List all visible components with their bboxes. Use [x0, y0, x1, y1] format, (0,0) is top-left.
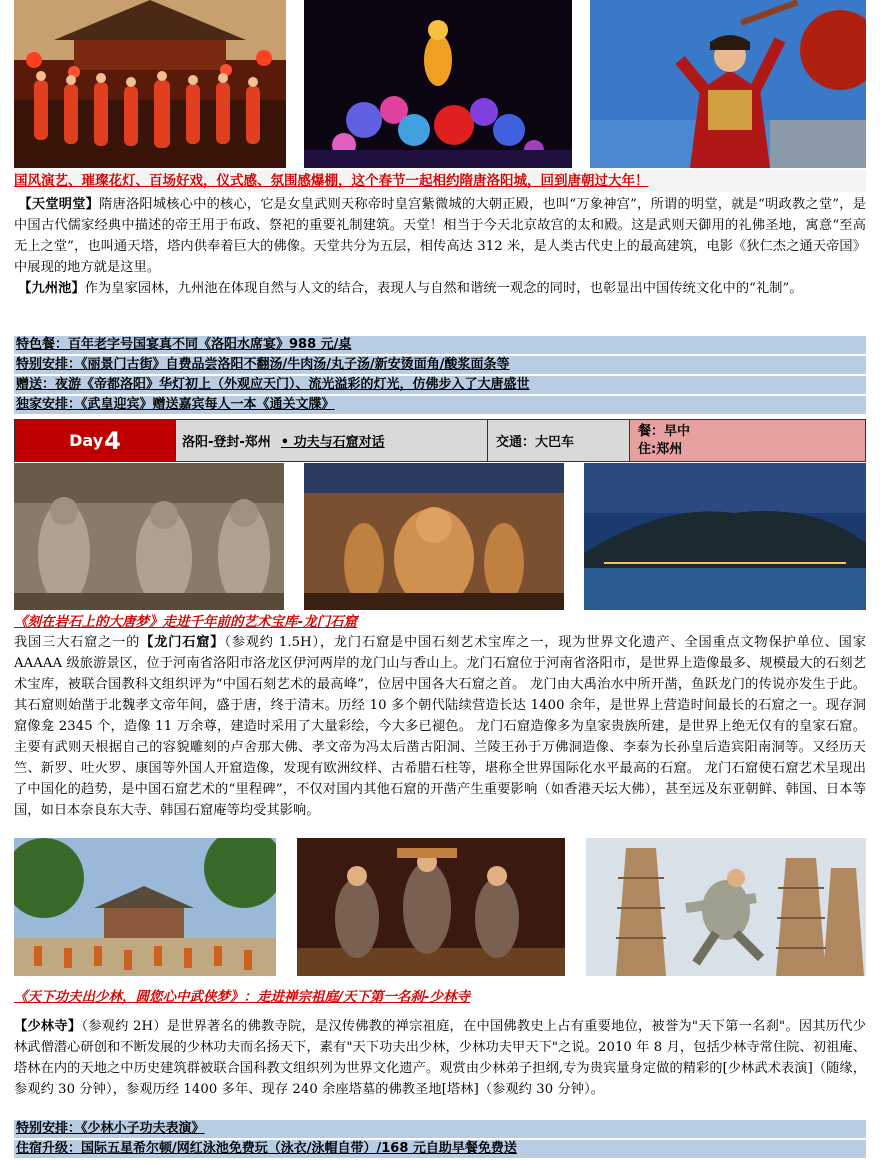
shaolin-text: （参观约 2H）是世界著名的佛教寺院，是汉传佛教的禅宗祖庭，在中国佛教史上占有重要地位，被誉为"天下第一名刹"。因其历代少林武僧潜心研创和不断发展的少林功夫而名扬天下，素有"天下功夫出少林，少林功夫甲天下"之说。2010 年 8 月，包括少林寺常住院、初祖庵、塔林在内的天地之中历史建筑群被联合国科教文组织列为世界文化遗产。观赏由少林弟子担纲,专为贵宾量身定做的精彩的[少林武术表演]（随缘，参观约 30 分钟），参观历经 1400 多年、现存 240 余座塔墓的佛教圣地[塔林]（参观约 30 分钟）。 [14, 1019, 866, 1097]
longmen-text: （参观约 1.5H），龙门石窟是中国石刻艺术宝库之一，现为世界文化遗产、全国重点文物保护单位、国家 AAAAA 级旅游景区，位于河南省洛阳市洛龙区伊河两岸的龙门山与香山上。龙门石窟位于河南省洛阳市，是世界上造像最多、规模最大的石刻艺术宝库，被联合国教科文组织评为“中国石刻艺术的最高峰”，位居中国各大石窟之首。 龙门由大禹治水中所开凿，鱼跃龙门的传说亦发生于此。其石窟则始凿于北魏孝文帝年间，盛于唐，终于清末。历经 10 多个朝代陆续营造长达 1400 余年，是世界上营造时间最长的石窟之一。现存洞窟像龛 2345 个，造像 11 万余尊，建造时采用了大量彩绘，今大多已褪色。 龙门石窟造像多为皇家贵族所建，是世界上绝无仅有的皇家石窟。主要有武则天根据自己的容貌雕刻的卢舍那大佛、孝文帝为冯太后凿古阳洞、兰陵王孙于万佛洞造像、李泰为长孙皇后造宾阳南洞等。又经历天竺、新罗、吐火罗、康国等外国人开窟造像，发现有欧洲纹样、古希腊石柱等，堪称全世界国际化水平最高的石窟。 龙门石窟使石窟艺术呈现出了中国化的趋势，是中国石窟艺术的“里程碑”，不仅对国内其他石窟的开凿产生重要影响（如香港天坛大佛），甚至远及东亚朝鲜、韩国、日本等国，如日本奈良东大寺、韩国石窟庵等均受其影响。 [14, 635, 866, 818]
highlight-band: 特别安排：《少林小子功夫表演》 [14, 1120, 866, 1138]
shaolin-paragraph [14, 1016, 866, 1116]
photo-row-longmen [14, 463, 866, 610]
photo-lushena-buddha [304, 463, 564, 610]
highlight-band: 赠送：夜游《帝都洛阳》华灯初上（外观应天门）、流光溢彩的灯光，仿佛步入了大唐盛世 [14, 376, 866, 394]
highlight-band: 特色餐：百年老字号国宴真不同《洛阳水席宴》988 元/桌 [14, 336, 866, 354]
longmen-name: 【龙门石窟】 [140, 635, 225, 650]
photo-shaolin-temple [14, 838, 276, 976]
longmen-paragraph [14, 632, 866, 836]
day-meal-stay [629, 420, 865, 461]
shaolin-name: 【少林寺】 [14, 1019, 82, 1034]
day-traffic: 交通：大巴车 [487, 420, 629, 461]
photo-carved-statues [14, 463, 284, 610]
photo-row-shaolin [14, 838, 866, 976]
day-stay: 住:郑州 [638, 442, 683, 457]
shaolin-highlights [14, 1120, 866, 1158]
highlight-band: 住宿升级：国际五星希尔顿/网红泳池免费玩（泳衣/泳帽自带）/168 元自助早餐免费送 [14, 1140, 866, 1158]
photo-row-luoyang [14, 0, 866, 168]
tiantang-name: 【天堂明堂】 [18, 197, 100, 212]
highlight-band: 独家安排：《武皇迎宾》赠送嘉宾每人一本《通关文牒》 [14, 396, 866, 414]
day-route: 洛阳-登封-郑州 • 功夫与石窟对话 [175, 420, 487, 461]
luoyang-headline: 国风演艺、璀璨花灯、百场好戏，仪式感、氛围感爆棚，这个春节一起相约隋唐洛阳城，回到唐朝过大年！ [14, 170, 866, 192]
jiuzhou-name: 【九州池】 [18, 281, 85, 296]
day-label: Day 4 [15, 420, 175, 461]
longmen-headline: 《刻在岩石上的大唐梦》走进千年前的艺术宝库-龙门石窟 [14, 614, 358, 630]
tiantang-paragraph [14, 194, 866, 278]
photo-lanterns [304, 0, 572, 168]
tiantang-text: 隋唐洛阳城核心中的核心，它是女皇武则天称帝时皇宫紫微城的大朝正殿，也叫“万象神宫”，所谓的明堂，就是“明政教之堂”，是中国古代儒家经典中描述的帝王用于布政、祭祀的重要礼制建筑。天堂！相当于今天北京故宫的太和殿。这是武则天御用的礼佛圣地，寓意“至高无上之堂”，也叫通天塔，塔内供奉着巨大的佛像。天堂共分为五层，相传高达 312 米，是人类古代史上的最高建筑，电影《狄仁杰之通天帝国》中展现的地方就是这里。 [14, 197, 866, 275]
photo-pagoda-forest [586, 838, 866, 976]
day-meal: 餐：早中 [638, 424, 691, 439]
shaolin-headline: 《天下功夫出少林，圆您心中武侠梦》：走进禅宗祖庭/天下第一名刹-少林寺 [14, 989, 471, 1005]
photo-kungfu-monks [297, 838, 565, 976]
photo-tang-dancers [14, 0, 286, 168]
jiuzhou-text: 作为皇家园林，九州池在体现自然与人文的结合，表现人与自然和谐统一观念的同时，也彰显出中国传统文化中的“礼制”。 [84, 281, 803, 296]
day-theme: • 功夫与石窟对话 [280, 435, 385, 450]
luoyang-highlights [14, 336, 866, 414]
highlight-band: 特别安排：《丽景门古街》自费品尝洛阳不翻汤/牛肉汤/丸子汤/新安烫面角/酸浆面条等 [14, 356, 866, 374]
day-header [14, 419, 866, 462]
longmen-prefix: 我国三大石窟之一的 [14, 635, 141, 650]
luoyang-intro [14, 194, 866, 336]
photo-longmen-aerial [584, 463, 866, 610]
jiuzhou-paragraph [14, 278, 866, 299]
day-number: 4 [104, 426, 121, 455]
photo-drummer [590, 0, 866, 168]
